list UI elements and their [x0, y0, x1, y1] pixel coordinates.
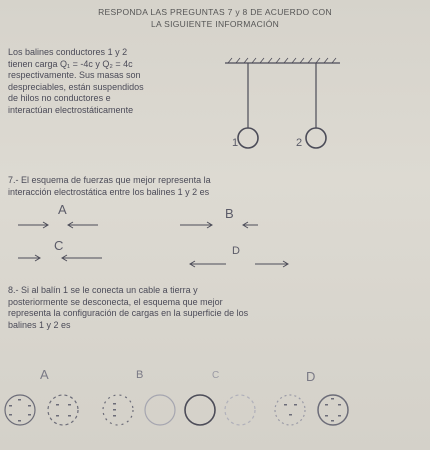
ball-1: [238, 128, 258, 148]
question-7: [8, 175, 423, 198]
ball-2-label: 2: [296, 137, 303, 149]
q7-option-d-label[interactable]: D: [232, 245, 240, 257]
question-8-line: posteriormente se desconecta, el esquema que mejor: [8, 296, 223, 307]
intro-line: interactúan electrostáticamente: [8, 104, 134, 115]
q8-option-c-label[interactable]: C: [212, 370, 220, 381]
ceiling-hatch: [228, 58, 336, 63]
option-b-ball-1: [103, 395, 133, 425]
intro-line: Los balines conductores 1 y 2: [8, 47, 128, 57]
option-c-ball-1: [185, 395, 215, 425]
question-8-line: 8.- Si al balín 1 se le conecta un cable a tierra y: [8, 285, 198, 295]
q8-option-a-label[interactable]: A: [40, 367, 49, 382]
option-a-ball-2: [48, 395, 78, 425]
intro-line: tienen carga Q₁ = -4c y Q₂ = 4c: [8, 58, 133, 69]
question-7-line: interacción electrostática entre los balines 1 y 2 es: [8, 186, 210, 197]
option-c-ball-2: [225, 395, 255, 425]
q8-option-d-label[interactable]: D: [306, 369, 316, 384]
header-line-1: RESPONDA LAS PREGUNTAS 7 y 8 DE ACUERDO CON: [98, 7, 332, 17]
q7-option-b-label[interactable]: B: [225, 206, 234, 221]
q7-option-a-label[interactable]: A: [58, 202, 67, 217]
intro-line: de hilos no conductores e: [8, 93, 111, 103]
intro-line: despreciables, están suspendidos: [8, 81, 144, 92]
option-d-ball-1: [275, 395, 305, 425]
header-line-2: LA SIGUIENTE INFORMACIÓN: [150, 19, 280, 29]
ball-2: [306, 128, 326, 148]
option-b-ball-2: [145, 395, 175, 425]
question-8-line: representa la configuración de cargas en la superficie de los: [8, 308, 249, 318]
question-8-line: balines 1 y 2 es: [8, 319, 71, 330]
ball-1-label: 1: [232, 137, 239, 149]
q7-option-c-label[interactable]: C: [54, 238, 64, 253]
question-8: [8, 285, 423, 331]
question-7-line: 7.- El esquema de fuerzas que mejor representa la: [8, 175, 211, 185]
intro-line: respectivamente. Sus masas son: [8, 70, 141, 80]
q8-option-b-label[interactable]: B: [136, 369, 144, 381]
